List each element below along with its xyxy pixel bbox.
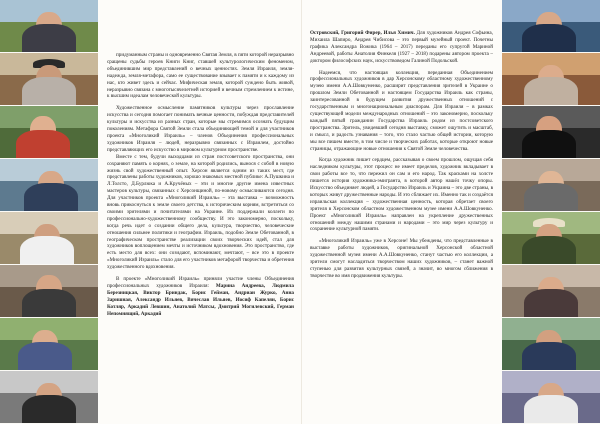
artist-photo [0, 53, 98, 105]
paragraph: «Многоликий Израиль» уже в Херсоне! Мы убеждены, что представленные в выставке работы художников, оригинальной Херсонской областной художественной музея имени А.А.Шовкуненко, станут частью его коллекции, а зрители смогут насладиться творчеством наших художников, – станет важной ступенью для развития культурных связей, а значит, во многом сближения в творчестве во имя продвижения культуры. [310, 238, 493, 279]
artist-photo [0, 265, 98, 317]
paragraph [107, 276, 294, 317]
paragraph: Надеемся, что настоящая коллекция, переданная Объединением профессиональных художников в дар Херсонскому областному художественному музею имени А.А.Шовкуненко, расширит представления зрителей в Украине о прошлом Земли Обетованной и настоящем Государства Израиль как страны, заинтересованной в будущем развития дружественных отношений с государственным и многонациональным диаспорам. Для Израиля – в рамках существующей модели международных отношений – это закономерно, поскольку каждый пятый гражданин Государства Израиль родом из постсоветского пространства. Зритель, увидевший сегодня выставку, сможет ощутить и масштаб, и смысл, и радость узнавания – того, что стало частью общей истории, которую мы все пишем вместе, в том числе и творческих работах, которые откроют новые страницы, отражающие новые отношения к Святой Земле человечества. [310, 69, 493, 152]
artist-photo [502, 212, 600, 264]
artist-photo [502, 53, 600, 105]
paragraph-text: В проекте «Многоликий Израиль» приняли участие члены Объединения профессиональных художников Израиля: [107, 276, 294, 289]
paragraph-bold-names: Марина Андреева, Людмила Березницкая, Виктор Бриндак, Борис Гейман, Андриан Журко, Анна Заришная, Александр Ильяев, Вячеслав Ильяев, Иосиф Капелян, Борис Котляр, Аркадий Левшин, Анатолий Матсы, Дмитрий Могилевский, Герман Непомнящий, Аркадий [107, 283, 294, 317]
left-text-page [98, 0, 303, 424]
artist-photo [502, 106, 600, 158]
artist-photo [502, 159, 600, 211]
artist-photo [502, 265, 600, 317]
paragraph-text: Для художников Андрея Софьина, Михаила Шапиро, Андрея Чибисова – это первый музейный проект. Почетны графика Александра Вожика (1964 – 2017) переданы его супругой Мариной Андреевой, работы Анатолия Финкеля (1927 – 2018) подарены автором проекта – доктором философских наук, искусствоведом Галиной Подольской. [310, 30, 493, 64]
artist-photo [0, 371, 98, 423]
artist-photo [0, 159, 98, 211]
right-text-column [310, 30, 493, 280]
paragraph: придуманным страны и одновременно Святая Земля, в пяти которой неразрывно сращены судьбы героев Книги Книг, ставшей культурологическим феноменом, объединившим мир представлений о вечных ценностях. Земля Израиля, земля-надежда, земля-метафора, само ее существование взывает к памяти и к каждому из нас, кто живет здесь и сейчас. Мифическая земля, которой суждено быть живой, неразрывно связана с многотысячелетней историей и вечным стремлением к истине, к высшим идеалам человеческой культуры. [107, 52, 294, 100]
right-photo-strip [502, 0, 600, 424]
artist-photo [0, 0, 98, 52]
artist-photo [502, 318, 600, 370]
paragraph-bold-names: Островский, Григорий Фирер, Илья Химич. [310, 30, 415, 36]
paragraph: Художественное осмысление памятников культуры через прославление искусства и сегодня помогает понимать вечные ценности, побуждая представителей культуры и искусства из разных стран, которые мы стремимся осознать будущим поколениям. Метафора Святой Земли стала объединяющей темой и для участников проекта «Многоликий Израиль» – членов Объединения профессиональных художников Израиля – людей, неразрывно связанных с Израилем, достойно представляющих его искусство в мировом культурном пространстве. [107, 105, 294, 153]
artist-photo [0, 212, 98, 264]
left-text-column [107, 52, 294, 318]
artist-photo [0, 318, 98, 370]
artist-photo [502, 371, 600, 423]
paragraph: Вместе с тем, будучи выходцами из стран постсоветского пространства, они сохраняют память о корнях, о земле, на которой родились, вынося с собой в новую жизнь свой художественный опыт. Херсон является одним из таких мест, где представлены работы художников, хорошо знакомых местной публике: А.Пушкина и Л.Толсто, Д.Бурлюка и А.Кручёных – эти и многие другие имена известных мастеров культуры, связанных с Херсонщиной, по-новому осмысливаются сегодня. Для участников проекта «Многоликий Израиль» – эта выставка – возможность вновь прикоснуться к земле своего детства, к историческим корням, встретиться со своими зрителями и почитателями на Украине. Их поддержали коллеги по профессионально-художественному сообществу. И это закономерно, поскольку, когда речь идет о создании общего дела, культура, творчество, человеческие отношения сильнее политики и географии. Израиль, подобно Земле Обетованной, в географическом пространстве реализации своих творческих идей, стал для художников воплощением мечты и источником вдохновения. Это пространство, где есть место для всех: они созидают, вспоминают, мечтают, – все это в проекте «Многоликий Израиль» стало для его участников метафорой творчества и обретения художественного вдохновения. [107, 153, 294, 271]
left-photo-strip [0, 0, 98, 424]
artist-photo [0, 106, 98, 158]
paragraph: Когда художник пишет сердцем, рассказывая о своем прошлом, ощущая себя наследником культуры, этот процесс не имеет пределов, художник вкладывает в свои работы все то, что пережил он сам и его народ. Так красками на холсте пишется история художника-эмигранта, в которой автор нашёл точку опоры. Искусство объединяет людей, а Государство Израиль и Украина – это две страны, в которых живут дружественные народы. И это сближает их. Именно так и создаётся израильская коллекция – художественная ценность, которая обретает своего зрителя в Херсонском областном художественном музее имени А.А.Шовкуненко. Проект «Многоликий Израиль» направлен на укрепление дружественных отношений между нашими странами и народами – это мир через культуру и сохранение культурной памяти. [310, 157, 493, 233]
paragraph [310, 30, 493, 65]
artist-photo [502, 0, 600, 52]
right-text-page [302, 0, 502, 424]
